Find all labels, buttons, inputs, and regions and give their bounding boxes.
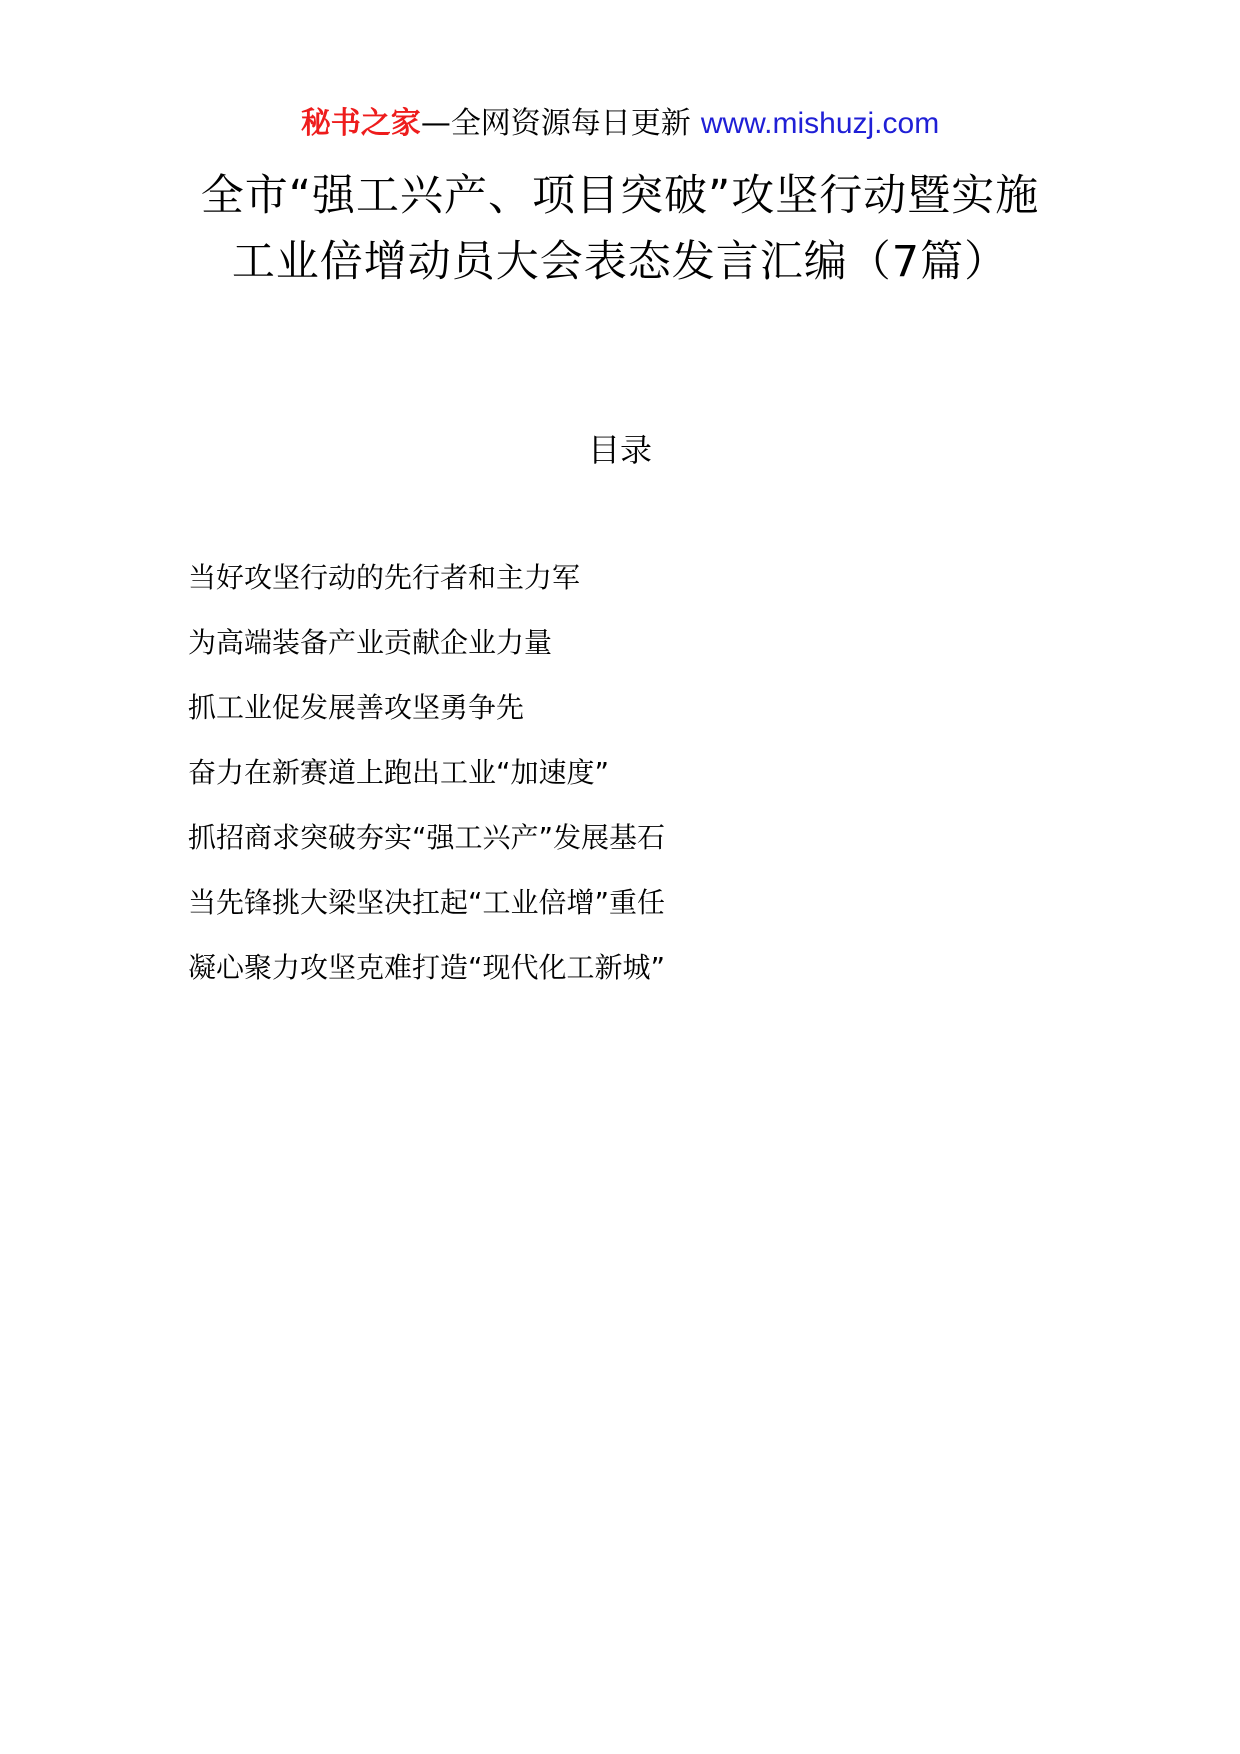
site-url-link[interactable]: www.mishuzj.com: [700, 107, 940, 140]
toc-item-6[interactable]: 当先锋挑大梁坚决扛起“工业倍增”重任: [188, 886, 666, 919]
document-title: 全市“强工兴产、项目突破”攻坚行动暨实施工业倍增动员大会表态发言汇编（7篇）: [200, 171, 1040, 287]
toc-heading: 目录: [587, 431, 652, 469]
toc-item-4[interactable]: 奋力在新赛道上跑出工业“加速度”: [188, 756, 610, 789]
site-header: [0, 104, 1240, 144]
toc-list: [188, 558, 665, 1013]
toc-item-2[interactable]: 为高端装备产业贡献企业力量: [188, 626, 553, 659]
brand-name: 秘书之家: [300, 106, 421, 141]
toc-item-7[interactable]: 凝心聚力攻坚克难打造“现代化工新城”: [188, 951, 666, 984]
toc-item-5[interactable]: 抓招商求突破夯实“强工兴产”发展基石: [188, 821, 666, 854]
toc-item-3[interactable]: 抓工业促发展善攻坚勇争先: [188, 691, 525, 724]
toc-item-1[interactable]: 当好攻坚行动的先行者和主力军: [188, 561, 581, 594]
header-tagline: —全网资源每日更新: [420, 106, 691, 141]
